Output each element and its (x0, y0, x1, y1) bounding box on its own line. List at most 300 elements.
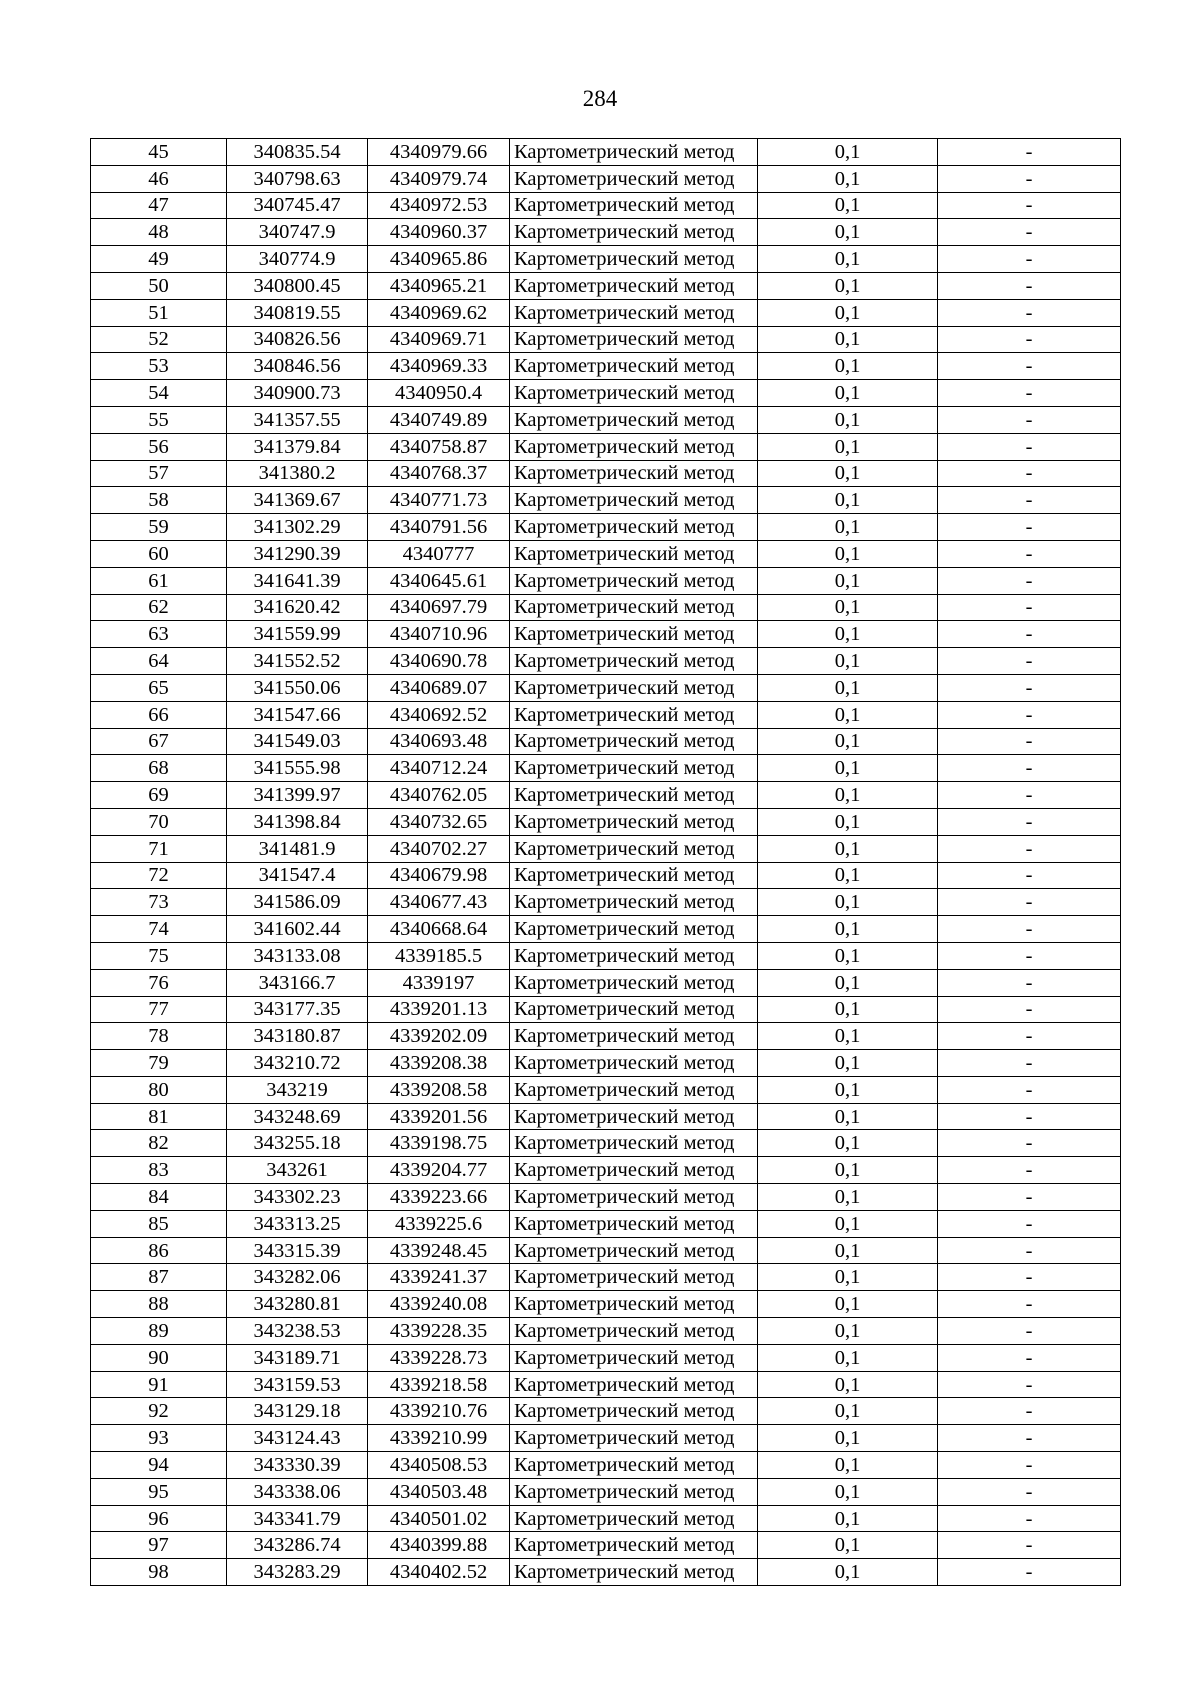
point-number-cell: 66 (91, 701, 227, 728)
note-cell: - (938, 728, 1121, 755)
x-coordinate-cell: 341369.67 (227, 487, 368, 514)
point-number-cell: 96 (91, 1505, 227, 1532)
accuracy-cell: 0,1 (758, 996, 938, 1023)
point-number-cell: 85 (91, 1210, 227, 1237)
y-coordinate-cell: 4340702.27 (368, 835, 510, 862)
method-cell: Картометрический метод (510, 916, 758, 943)
method-cell: Картометрический метод (510, 1478, 758, 1505)
y-coordinate-cell: 4339208.58 (368, 1076, 510, 1103)
x-coordinate-cell: 343177.35 (227, 996, 368, 1023)
y-coordinate-cell: 4340749.89 (368, 406, 510, 433)
accuracy-cell: 0,1 (758, 728, 938, 755)
x-coordinate-cell: 343248.69 (227, 1103, 368, 1130)
x-coordinate-cell: 343280.81 (227, 1291, 368, 1318)
x-coordinate-cell: 343189.71 (227, 1344, 368, 1371)
note-cell: - (938, 272, 1121, 299)
y-coordinate-cell: 4340969.33 (368, 353, 510, 380)
method-cell: Картометрический метод (510, 1318, 758, 1345)
point-number-cell: 70 (91, 808, 227, 835)
point-number-cell: 54 (91, 380, 227, 407)
point-number-cell: 79 (91, 1050, 227, 1077)
point-number-cell: 93 (91, 1425, 227, 1452)
note-cell: - (938, 1291, 1121, 1318)
note-cell: - (938, 514, 1121, 541)
x-coordinate-cell: 341379.84 (227, 433, 368, 460)
x-coordinate-cell: 341552.52 (227, 648, 368, 675)
method-cell: Картометрический метод (510, 246, 758, 273)
y-coordinate-cell: 4340979.66 (368, 139, 510, 166)
table-row (91, 996, 1121, 1023)
x-coordinate-cell: 341399.97 (227, 782, 368, 809)
note-cell: - (938, 674, 1121, 701)
table-row (91, 862, 1121, 889)
point-number-cell: 50 (91, 272, 227, 299)
y-coordinate-cell: 4339208.38 (368, 1050, 510, 1077)
accuracy-cell: 0,1 (758, 540, 938, 567)
method-cell: Картометрический метод (510, 1452, 758, 1479)
table-row (91, 1452, 1121, 1479)
point-number-cell: 84 (91, 1184, 227, 1211)
note-cell: - (938, 621, 1121, 648)
table-row (91, 1559, 1121, 1586)
accuracy-cell: 0,1 (758, 1210, 938, 1237)
note-cell: - (938, 1398, 1121, 1425)
point-number-cell: 71 (91, 835, 227, 862)
x-coordinate-cell: 341555.98 (227, 755, 368, 782)
point-number-cell: 61 (91, 567, 227, 594)
method-cell: Картометрический метод (510, 219, 758, 246)
accuracy-cell: 0,1 (758, 1050, 938, 1077)
note-cell: - (938, 1425, 1121, 1452)
note-cell: - (938, 889, 1121, 916)
method-cell: Картометрический метод (510, 433, 758, 460)
x-coordinate-cell: 343315.39 (227, 1237, 368, 1264)
note-cell: - (938, 1184, 1121, 1211)
point-number-cell: 82 (91, 1130, 227, 1157)
table-row (91, 1505, 1121, 1532)
accuracy-cell: 0,1 (758, 192, 938, 219)
y-coordinate-cell: 4340697.79 (368, 594, 510, 621)
accuracy-cell: 0,1 (758, 1505, 938, 1532)
note-cell: - (938, 406, 1121, 433)
table-row (91, 272, 1121, 299)
point-number-cell: 63 (91, 621, 227, 648)
method-cell: Картометрический метод (510, 1505, 758, 1532)
method-cell: Картометрический метод (510, 299, 758, 326)
x-coordinate-cell: 343210.72 (227, 1050, 368, 1077)
point-number-cell: 48 (91, 219, 227, 246)
note-cell: - (938, 433, 1121, 460)
point-number-cell: 65 (91, 674, 227, 701)
note-cell: - (938, 1103, 1121, 1130)
x-coordinate-cell: 341550.06 (227, 674, 368, 701)
accuracy-cell: 0,1 (758, 942, 938, 969)
table-row (91, 1050, 1121, 1077)
note-cell: - (938, 1371, 1121, 1398)
method-cell: Картометрический метод (510, 1291, 758, 1318)
method-cell: Картометрический метод (510, 1398, 758, 1425)
x-coordinate-cell: 343341.79 (227, 1505, 368, 1532)
x-coordinate-cell: 341357.55 (227, 406, 368, 433)
point-number-cell: 87 (91, 1264, 227, 1291)
accuracy-cell: 0,1 (758, 862, 938, 889)
x-coordinate-cell: 343286.74 (227, 1532, 368, 1559)
note-cell: - (938, 487, 1121, 514)
y-coordinate-cell: 4340965.86 (368, 246, 510, 273)
x-coordinate-cell: 340745.47 (227, 192, 368, 219)
table-row (91, 594, 1121, 621)
accuracy-cell: 0,1 (758, 1425, 938, 1452)
accuracy-cell: 0,1 (758, 1130, 938, 1157)
x-coordinate-cell: 343180.87 (227, 1023, 368, 1050)
note-cell: - (938, 1478, 1121, 1505)
x-coordinate-cell: 341549.03 (227, 728, 368, 755)
point-number-cell: 59 (91, 514, 227, 541)
table-row (91, 755, 1121, 782)
x-coordinate-cell: 343166.7 (227, 969, 368, 996)
y-coordinate-cell: 4340969.71 (368, 326, 510, 353)
x-coordinate-cell: 343219 (227, 1076, 368, 1103)
point-number-cell: 73 (91, 889, 227, 916)
note-cell: - (938, 1318, 1121, 1345)
accuracy-cell: 0,1 (758, 782, 938, 809)
method-cell: Картометрический метод (510, 621, 758, 648)
accuracy-cell: 0,1 (758, 1291, 938, 1318)
y-coordinate-cell: 4340732.65 (368, 808, 510, 835)
note-cell: - (938, 862, 1121, 889)
table-row (91, 1157, 1121, 1184)
table-row (91, 1264, 1121, 1291)
point-number-cell: 49 (91, 246, 227, 273)
accuracy-cell: 0,1 (758, 567, 938, 594)
note-cell: - (938, 1559, 1121, 1586)
table-row (91, 1076, 1121, 1103)
accuracy-cell: 0,1 (758, 272, 938, 299)
point-number-cell: 51 (91, 299, 227, 326)
note-cell: - (938, 540, 1121, 567)
y-coordinate-cell: 4340679.98 (368, 862, 510, 889)
note-cell: - (938, 835, 1121, 862)
table-row (91, 1398, 1121, 1425)
note-cell: - (938, 782, 1121, 809)
y-coordinate-cell: 4340402.52 (368, 1559, 510, 1586)
note-cell: - (938, 1264, 1121, 1291)
x-coordinate-cell: 343302.23 (227, 1184, 368, 1211)
y-coordinate-cell: 4339228.35 (368, 1318, 510, 1345)
y-coordinate-cell: 4340503.48 (368, 1478, 510, 1505)
y-coordinate-cell: 4339185.5 (368, 942, 510, 969)
method-cell: Картометрический метод (510, 460, 758, 487)
x-coordinate-cell: 341398.84 (227, 808, 368, 835)
y-coordinate-cell: 4339197 (368, 969, 510, 996)
y-coordinate-cell: 4339201.56 (368, 1103, 510, 1130)
note-cell: - (938, 246, 1121, 273)
table-row (91, 1210, 1121, 1237)
method-cell: Картометрический метод (510, 1371, 758, 1398)
table-row (91, 1291, 1121, 1318)
accuracy-cell: 0,1 (758, 1344, 938, 1371)
accuracy-cell: 0,1 (758, 1559, 938, 1586)
accuracy-cell: 0,1 (758, 1318, 938, 1345)
x-coordinate-cell: 341620.42 (227, 594, 368, 621)
table-row (91, 353, 1121, 380)
y-coordinate-cell: 4340758.87 (368, 433, 510, 460)
table-row (91, 219, 1121, 246)
point-number-cell: 46 (91, 165, 227, 192)
table-row (91, 192, 1121, 219)
table-row (91, 406, 1121, 433)
y-coordinate-cell: 4339240.08 (368, 1291, 510, 1318)
accuracy-cell: 0,1 (758, 621, 938, 648)
method-cell: Картометрический метод (510, 272, 758, 299)
table-row (91, 246, 1121, 273)
accuracy-cell: 0,1 (758, 755, 938, 782)
point-number-cell: 67 (91, 728, 227, 755)
method-cell: Картометрический метод (510, 728, 758, 755)
x-coordinate-cell: 340900.73 (227, 380, 368, 407)
accuracy-cell: 0,1 (758, 594, 938, 621)
table-row (91, 969, 1121, 996)
y-coordinate-cell: 4340777 (368, 540, 510, 567)
table-row (91, 433, 1121, 460)
accuracy-cell: 0,1 (758, 246, 938, 273)
table-row (91, 648, 1121, 675)
table-row (91, 1237, 1121, 1264)
y-coordinate-cell: 4340972.53 (368, 192, 510, 219)
note-cell: - (938, 916, 1121, 943)
x-coordinate-cell: 341290.39 (227, 540, 368, 567)
accuracy-cell: 0,1 (758, 889, 938, 916)
point-number-cell: 81 (91, 1103, 227, 1130)
note-cell: - (938, 942, 1121, 969)
table-row (91, 326, 1121, 353)
note-cell: - (938, 139, 1121, 166)
method-cell: Картометрический метод (510, 1157, 758, 1184)
y-coordinate-cell: 4339225.6 (368, 1210, 510, 1237)
y-coordinate-cell: 4340693.48 (368, 728, 510, 755)
table-row (91, 916, 1121, 943)
method-cell: Картометрический метод (510, 755, 758, 782)
note-cell: - (938, 1210, 1121, 1237)
table-row (91, 487, 1121, 514)
point-number-cell: 64 (91, 648, 227, 675)
y-coordinate-cell: 4340960.37 (368, 219, 510, 246)
note-cell: - (938, 380, 1121, 407)
note-cell: - (938, 1130, 1121, 1157)
method-cell: Картометрический метод (510, 862, 758, 889)
method-cell: Картометрический метод (510, 1050, 758, 1077)
y-coordinate-cell: 4340668.64 (368, 916, 510, 943)
note-cell: - (938, 594, 1121, 621)
y-coordinate-cell: 4340965.21 (368, 272, 510, 299)
accuracy-cell: 0,1 (758, 674, 938, 701)
method-cell: Картометрический метод (510, 192, 758, 219)
x-coordinate-cell: 340747.9 (227, 219, 368, 246)
point-number-cell: 95 (91, 1478, 227, 1505)
x-coordinate-cell: 340798.63 (227, 165, 368, 192)
table-row (91, 835, 1121, 862)
y-coordinate-cell: 4340692.52 (368, 701, 510, 728)
accuracy-cell: 0,1 (758, 353, 938, 380)
x-coordinate-cell: 341380.2 (227, 460, 368, 487)
x-coordinate-cell: 340774.9 (227, 246, 368, 273)
method-cell: Картометрический метод (510, 648, 758, 675)
x-coordinate-cell: 340846.56 (227, 353, 368, 380)
point-number-cell: 76 (91, 969, 227, 996)
point-number-cell: 58 (91, 487, 227, 514)
method-cell: Картометрический метод (510, 701, 758, 728)
method-cell: Картометрический метод (510, 996, 758, 1023)
table-row (91, 728, 1121, 755)
x-coordinate-cell: 341641.39 (227, 567, 368, 594)
table-row (91, 889, 1121, 916)
x-coordinate-cell: 343283.29 (227, 1559, 368, 1586)
note-cell: - (938, 996, 1121, 1023)
point-number-cell: 90 (91, 1344, 227, 1371)
accuracy-cell: 0,1 (758, 219, 938, 246)
accuracy-cell: 0,1 (758, 1076, 938, 1103)
table-row (91, 299, 1121, 326)
table-row (91, 1103, 1121, 1130)
note-cell: - (938, 460, 1121, 487)
y-coordinate-cell: 4340768.37 (368, 460, 510, 487)
note-cell: - (938, 969, 1121, 996)
y-coordinate-cell: 4340979.74 (368, 165, 510, 192)
point-number-cell: 97 (91, 1532, 227, 1559)
method-cell: Картометрический метод (510, 540, 758, 567)
x-coordinate-cell: 343255.18 (227, 1130, 368, 1157)
accuracy-cell: 0,1 (758, 380, 938, 407)
y-coordinate-cell: 4340399.88 (368, 1532, 510, 1559)
accuracy-cell: 0,1 (758, 433, 938, 460)
accuracy-cell: 0,1 (758, 1371, 938, 1398)
method-cell: Картометрический метод (510, 1130, 758, 1157)
accuracy-cell: 0,1 (758, 487, 938, 514)
y-coordinate-cell: 4340712.24 (368, 755, 510, 782)
table-row (91, 1532, 1121, 1559)
note-cell: - (938, 755, 1121, 782)
method-cell: Картометрический метод (510, 514, 758, 541)
method-cell: Картометрический метод (510, 808, 758, 835)
accuracy-cell: 0,1 (758, 916, 938, 943)
point-number-cell: 72 (91, 862, 227, 889)
point-number-cell: 62 (91, 594, 227, 621)
table-row (91, 1023, 1121, 1050)
y-coordinate-cell: 4340645.61 (368, 567, 510, 594)
method-cell: Картометрический метод (510, 1210, 758, 1237)
method-cell: Картометрический метод (510, 942, 758, 969)
point-number-cell: 55 (91, 406, 227, 433)
method-cell: Картометрический метод (510, 835, 758, 862)
point-number-cell: 57 (91, 460, 227, 487)
point-number-cell: 47 (91, 192, 227, 219)
y-coordinate-cell: 4340689.07 (368, 674, 510, 701)
method-cell: Картометрический метод (510, 889, 758, 916)
accuracy-cell: 0,1 (758, 1532, 938, 1559)
point-number-cell: 75 (91, 942, 227, 969)
table-row (91, 1344, 1121, 1371)
y-coordinate-cell: 4340791.56 (368, 514, 510, 541)
point-number-cell: 56 (91, 433, 227, 460)
accuracy-cell: 0,1 (758, 648, 938, 675)
note-cell: - (938, 1023, 1121, 1050)
accuracy-cell: 0,1 (758, 1478, 938, 1505)
coordinates-table-body (91, 139, 1121, 1586)
note-cell: - (938, 1076, 1121, 1103)
point-number-cell: 91 (91, 1371, 227, 1398)
method-cell: Картометрический метод (510, 1344, 758, 1371)
note-cell: - (938, 1157, 1121, 1184)
point-number-cell: 92 (91, 1398, 227, 1425)
y-coordinate-cell: 4339223.66 (368, 1184, 510, 1211)
table-row (91, 139, 1121, 166)
x-coordinate-cell: 343124.43 (227, 1425, 368, 1452)
method-cell: Картометрический метод (510, 1532, 758, 1559)
y-coordinate-cell: 4340771.73 (368, 487, 510, 514)
accuracy-cell: 0,1 (758, 835, 938, 862)
x-coordinate-cell: 341602.44 (227, 916, 368, 943)
point-number-cell: 98 (91, 1559, 227, 1586)
y-coordinate-cell: 4340969.62 (368, 299, 510, 326)
table-row (91, 460, 1121, 487)
note-cell: - (938, 1050, 1121, 1077)
method-cell: Картометрический метод (510, 1076, 758, 1103)
x-coordinate-cell: 341547.4 (227, 862, 368, 889)
note-cell: - (938, 1452, 1121, 1479)
coordinates-table (90, 138, 1121, 1586)
accuracy-cell: 0,1 (758, 1157, 938, 1184)
method-cell: Картометрический метод (510, 165, 758, 192)
x-coordinate-cell: 341586.09 (227, 889, 368, 916)
y-coordinate-cell: 4340677.43 (368, 889, 510, 916)
y-coordinate-cell: 4340690.78 (368, 648, 510, 675)
x-coordinate-cell: 341559.99 (227, 621, 368, 648)
accuracy-cell: 0,1 (758, 165, 938, 192)
note-cell: - (938, 165, 1121, 192)
table-row (91, 782, 1121, 809)
y-coordinate-cell: 4340501.02 (368, 1505, 510, 1532)
point-number-cell: 53 (91, 353, 227, 380)
note-cell: - (938, 1237, 1121, 1264)
table-row (91, 1478, 1121, 1505)
point-number-cell: 52 (91, 326, 227, 353)
method-cell: Картометрический метод (510, 674, 758, 701)
table-row (91, 540, 1121, 567)
x-coordinate-cell: 343129.18 (227, 1398, 368, 1425)
x-coordinate-cell: 343159.53 (227, 1371, 368, 1398)
accuracy-cell: 0,1 (758, 808, 938, 835)
note-cell: - (938, 567, 1121, 594)
note-cell: - (938, 326, 1121, 353)
y-coordinate-cell: 4340508.53 (368, 1452, 510, 1479)
note-cell: - (938, 192, 1121, 219)
accuracy-cell: 0,1 (758, 1103, 938, 1130)
method-cell: Картометрический метод (510, 487, 758, 514)
x-coordinate-cell: 343313.25 (227, 1210, 368, 1237)
y-coordinate-cell: 4339210.76 (368, 1398, 510, 1425)
x-coordinate-cell: 343330.39 (227, 1452, 368, 1479)
table-row (91, 701, 1121, 728)
method-cell: Картометрический метод (510, 1264, 758, 1291)
y-coordinate-cell: 4339248.45 (368, 1237, 510, 1264)
table-row (91, 1371, 1121, 1398)
method-cell: Картометрический метод (510, 1425, 758, 1452)
note-cell: - (938, 701, 1121, 728)
x-coordinate-cell: 340826.56 (227, 326, 368, 353)
x-coordinate-cell: 340800.45 (227, 272, 368, 299)
point-number-cell: 94 (91, 1452, 227, 1479)
point-number-cell: 77 (91, 996, 227, 1023)
